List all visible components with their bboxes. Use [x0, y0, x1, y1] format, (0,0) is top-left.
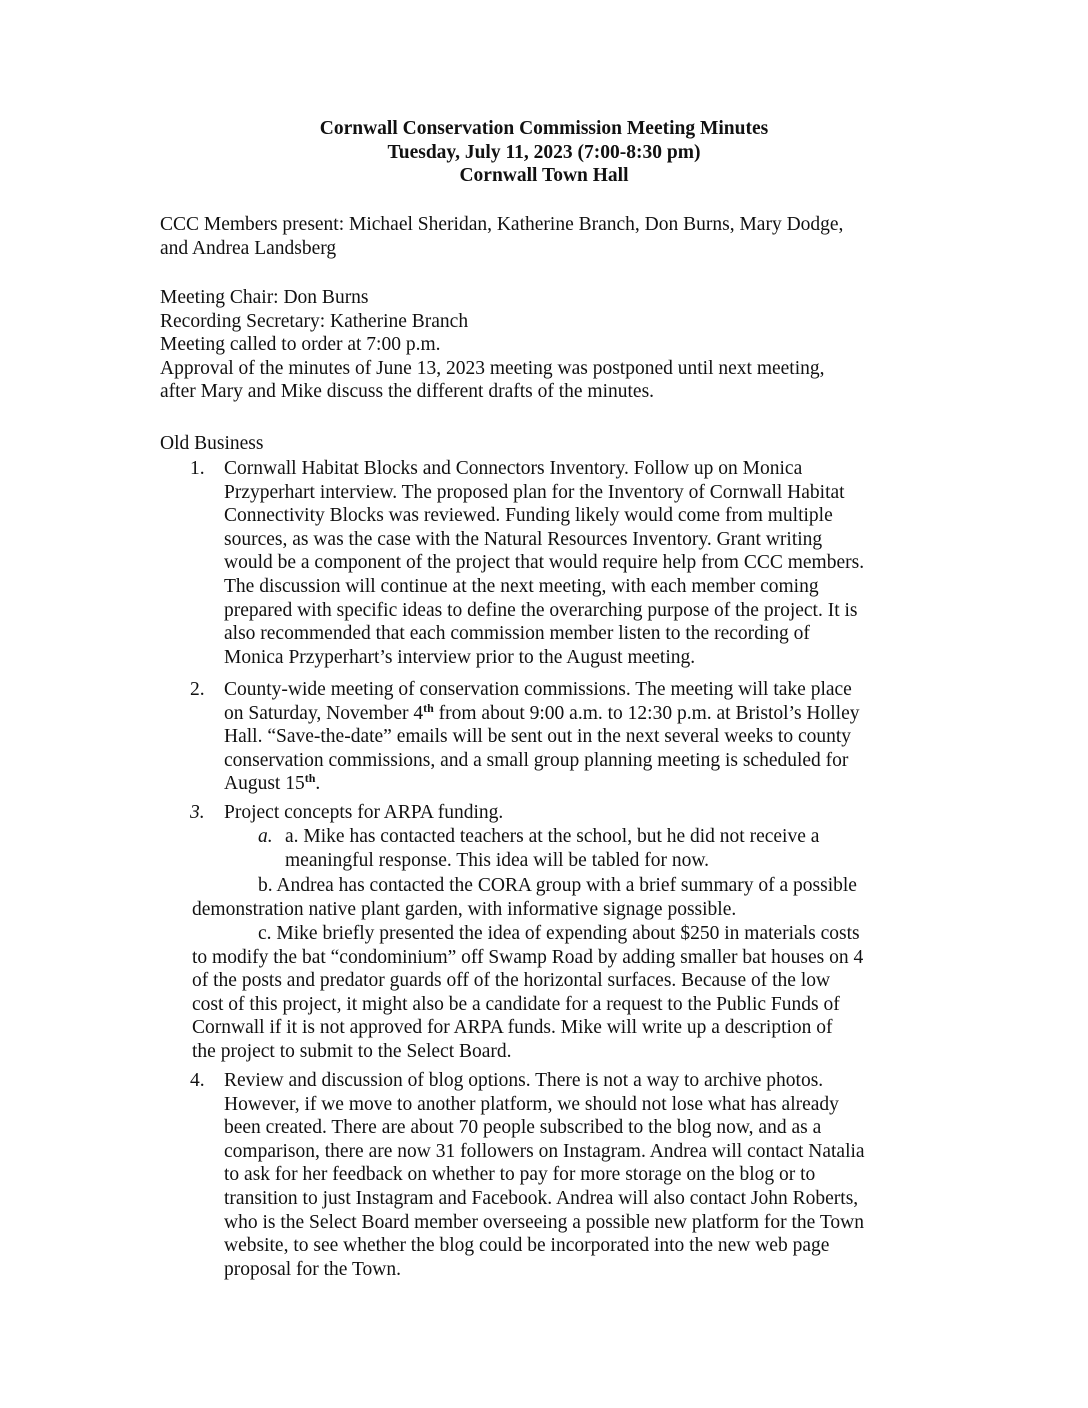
- text-line: the project to submit to the Select Board.: [192, 1040, 512, 1062]
- text-line: Przyperhart interview. The proposed plan for the Inventory of Cornwall Habitat: [224, 481, 845, 503]
- text-line: conservation commissions, and a small group planning meeting is scheduled for: [224, 749, 849, 771]
- text-line: would be a component of the project that would require help from CCC members.: [224, 552, 865, 574]
- members-line: CCC Members present: Michael Sheridan, Katherine Branch, Don Burns, Mary Dodge,: [160, 214, 844, 235]
- ordinal-suffix: th: [423, 700, 434, 715]
- text-line: to ask for her feedback on whether to pay for more storage on the blog or to: [224, 1164, 816, 1186]
- document-header: [0, 117, 1088, 188]
- meeting-chair: Meeting Chair: Don Burns: [160, 287, 369, 308]
- text-line: b. Andrea has contacted the CORA group with a brief summary of a possible: [258, 875, 857, 896]
- text-line: to modify the bat “condominium” off Swamp Road by adding smaller bat houses on 4: [192, 946, 864, 968]
- list-item-text: [224, 678, 954, 796]
- text-line: cost of this project, it might also be a candidate for a request to the Public Funds of: [192, 993, 840, 1015]
- section-heading: Old Business: [160, 433, 264, 454]
- members-line: and Andrea Landsberg: [160, 237, 337, 259]
- text-run: August 15: [224, 773, 305, 795]
- text-line: proposal for the Town.: [224, 1258, 401, 1280]
- text-line: meaningful response. This idea will be tabled for now.: [285, 849, 710, 871]
- text-line: comparison, there are now 31 followers on Instagram. Andrea will contact Natalia: [224, 1140, 865, 1162]
- text-line: also recommended that each commission member listen to the recording of: [224, 623, 810, 645]
- sub-item-b: [192, 874, 972, 921]
- text-line: c. Mike briefly presented the idea of expending about $250 in materials costs: [258, 923, 860, 944]
- text-line: sources, as was the case with the Natural Resources Inventory. Grant writing: [224, 528, 823, 550]
- text-line: Cornwall if it is not approved for ARPA funds. Mike will write up a description of: [192, 1017, 833, 1039]
- list-item-text: [224, 1069, 954, 1281]
- text-line: Hall. “Save-the-date” emails will be sent out in the next several weeks to county: [224, 726, 852, 748]
- text-line: been created. There are about 70 people subscribed to the blog now, and as a: [224, 1117, 822, 1139]
- text-line: [224, 772, 954, 796]
- text-line: Cornwall Habitat Blocks and Connectors Inventory. Follow up on Monica: [224, 458, 803, 479]
- text-line: The discussion will continue at the next meeting, with each member coming: [224, 575, 819, 597]
- text-line: who is the Select Board member overseeing a possible new platform for the Town: [224, 1211, 864, 1233]
- members-present: [160, 213, 940, 260]
- list-number: 1.: [190, 458, 205, 479]
- text-line: [224, 702, 954, 726]
- sub-item-marker: a.: [258, 826, 273, 847]
- call-to-order: Meeting called to order at 7:00 p.m.: [160, 334, 441, 356]
- list-item-text: [224, 457, 954, 669]
- list-number: 2.: [190, 679, 205, 700]
- list-number: 4.: [190, 1070, 205, 1091]
- ordinal-suffix: th: [304, 771, 316, 786]
- recording-secretary: Recording Secretary: Katherine Branch: [160, 310, 469, 332]
- list-number: 3.: [190, 802, 205, 823]
- text-line: prepared with specific ideas to define the overarching purpose of the project. It is: [224, 599, 858, 621]
- text-run: on Saturday, November 4: [224, 702, 424, 724]
- text-line: website, to see whether the blog could be incorporated into the new web page: [224, 1235, 830, 1257]
- text-line: Connectivity Blocks was reviewed. Funding likely would come from multiple: [224, 505, 833, 527]
- old-business-heading: [160, 432, 940, 456]
- text-line: Monica Przyperhart’s interview prior to the August meeting.: [224, 646, 696, 668]
- minutes-approval: Approval of the minutes of June 13, 2023 meeting was postponed until next meeting,: [160, 357, 825, 379]
- text-line: However, if we move to another platform, we should not lose what has already: [224, 1093, 839, 1115]
- text-line: a. Mike has contacted teachers at the school, but he did not receive a: [285, 826, 820, 847]
- text-line: Review and discussion of blog options. There is not a way to archive photos.: [224, 1070, 824, 1091]
- text-run: from about 9:00 a.m. to 12:30 p.m. at Bristol’s Holley: [433, 702, 860, 724]
- text-line: Project concepts for ARPA funding.: [224, 802, 504, 823]
- meeting-date: Tuesday, July 11, 2023 (7:00-8:30 pm): [387, 141, 701, 163]
- text-line: of the posts and predator guards off of the horizontal surfaces. Because of the low: [192, 970, 831, 992]
- document-title: Cornwall Conservation Commission Meeting Minutes: [319, 118, 769, 139]
- text-line: transition to just Instagram and Facebook. Andrea will also contact John Roberts,: [224, 1187, 859, 1209]
- meeting-info: [160, 286, 940, 404]
- text-line: County-wide meeting of conservation commissions. The meeting will take place: [224, 679, 852, 700]
- text-run: .: [315, 773, 321, 795]
- text-line: demonstration native plant garden, with informative signage possible.: [192, 898, 737, 920]
- list-item-title: [224, 801, 954, 825]
- sub-item-c: [192, 922, 972, 1064]
- sub-item-text: [285, 825, 965, 872]
- meeting-location: Cornwall Town Hall: [459, 165, 629, 187]
- minutes-approval: after Mary and Mike discuss the different drafts of the minutes.: [160, 381, 655, 403]
